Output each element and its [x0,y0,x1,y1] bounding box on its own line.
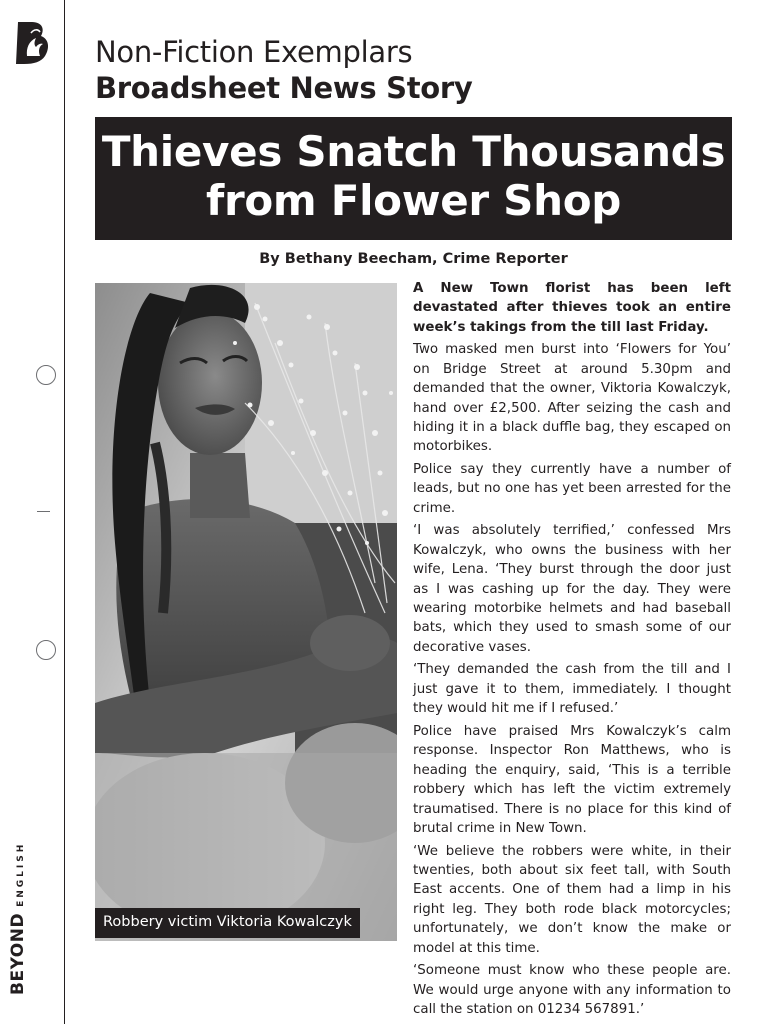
article-paragraph: Police say they currently have a number of leads, but no one has yet been arrested for the crime. [413,462,731,516]
margin-rule [64,0,65,1024]
brand-word: BEYOND [8,912,28,995]
brand-sub: ENGLISH [16,841,26,907]
lead-paragraph: A New Town florist has been left devastated after thieves took an entire week’s takings from the till last Friday. [413,281,731,335]
headline-line-2: from Flower Shop [205,176,622,225]
article-paragraph: ‘I was absolutely terrified,’ confessed Mrs Kowalczyk, who owns the business with her wife, Lena. ‘They burst through the door just as I was cashing up for the day. They were wearing motorbike helmets and had baseball bats, which they used to smash some of our decorative vases. [413,523,731,655]
centre-mark [37,511,50,512]
section-kicker: Non-Fiction Exemplars [95,35,413,69]
section-subtitle: Broadsheet News Story [95,71,473,105]
article-paragraph: ‘We believe the robbers were white, in their twenties, both about six feet tall, with South East accents. One of them had a limp in his right leg. They both rode black motorcycles; unfortunately, we don’t know the make or model at this time. [413,843,731,956]
beyond-b-logo-icon [14,20,52,66]
headline-line-1: Thieves Snatch Thousands [101,127,726,176]
article-body [413,279,731,1023]
brand-wordmark [8,842,28,995]
headline-banner [95,117,732,240]
photo-caption: Robbery victim Viktoria Kowalczyk [95,908,360,938]
article-paragraph: Police have praised Mrs Kowalczyk’s calm response. Inspector Ron Matthews, who is heading the enquiry, said, ‘This is a terrible robbery which has left the victim extremely traumatised. There is no place for this kind of brutal crime in New Town. [413,723,731,836]
article-paragraph: ‘They demanded the cash from the till and I just gave it to them, immediately. I thought they would hit me if I refused.’ [413,662,731,717]
article-paragraph: Two masked men burst into ‘Flowers for You’ on Bridge Street at around 5.30pm and demanded that the owner, Viktoria Kowalczyk, hand over £2,500. After seizing the cash and hiding it in a black duffle bag, they escaped on motorbikes. [413,342,731,455]
article-paragraph: ‘Someone must know who these people are. We would urge anyone with any information to call the station on 01234 567891.’ [413,963,731,1017]
byline: By Bethany Beecham, Crime Reporter [259,251,568,267]
punch-hole-top [36,365,56,385]
article-photo [95,283,397,941]
punch-hole-bottom [36,640,56,660]
